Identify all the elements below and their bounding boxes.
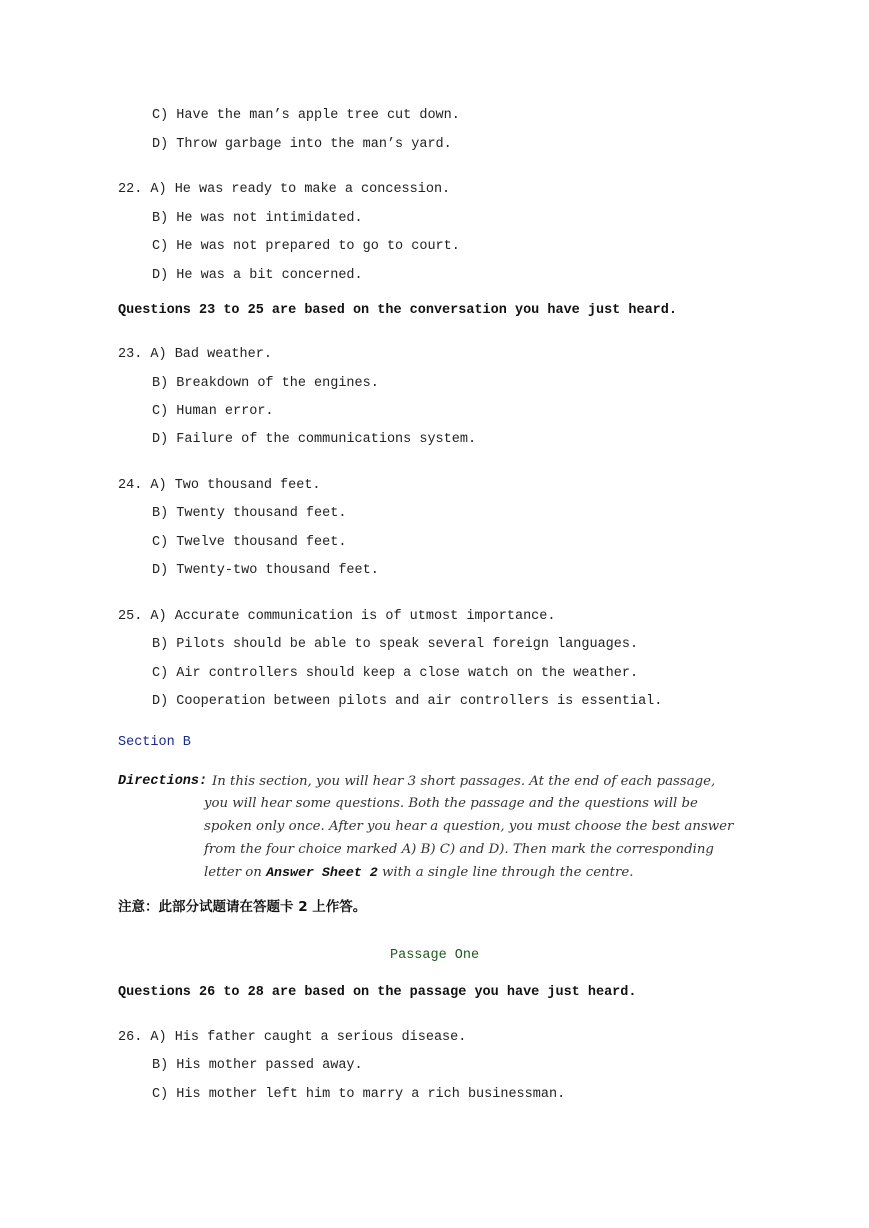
q23-option-d: D) Failure of the communications system. xyxy=(152,432,477,447)
answer-sheet-note: 注意：此部分试题请在答题卡 2 上作答。 xyxy=(118,899,367,915)
q25-option-d: D) Cooperation between pilots and air controllers is essential. xyxy=(152,694,663,709)
directions-line-1: In this section, you will hear 3 short passages. At the end of each passage, xyxy=(212,774,716,789)
q26-option-b: B) His mother passed away. xyxy=(152,1058,363,1073)
instruction-26-28: Questions 26 to 28 are based on the passage you have just heard. xyxy=(118,985,637,1000)
directions-line-5-pre: letter on xyxy=(204,865,262,880)
passage-one-heading: Passage One xyxy=(390,948,480,963)
q24-option-b: B) Twenty thousand feet. xyxy=(152,506,347,521)
q24-option-d: D) Twenty-two thousand feet. xyxy=(152,563,379,578)
q26-option-c: C) His mother left him to marry a rich businessman. xyxy=(152,1087,566,1102)
q22-option-d: D) He was a bit concerned. xyxy=(152,268,363,283)
q22-option-a: 22. A) He was ready to make a concession. xyxy=(118,182,451,197)
q21-option-c: C) Have the man’s apple tree cut down. xyxy=(152,108,460,123)
q22-option-b: B) He was not intimidated. xyxy=(152,211,363,226)
directions-label: Directions: xyxy=(118,774,208,789)
directions-line-5 xyxy=(204,864,633,882)
q24-option-a: 24. A) Two thousand feet. xyxy=(118,478,321,493)
q25-option-b: B) Pilots should be able to speak several foreign languages. xyxy=(152,637,639,652)
q23-option-c: C) Human error. xyxy=(152,404,274,419)
q21-option-d: D) Throw garbage into the man’s yard. xyxy=(152,137,452,152)
directions-line-3: spoken only once. After you hear a question, you must choose the best answer xyxy=(204,819,734,834)
q26-option-a: 26. A) His father caught a serious disease. xyxy=(118,1030,467,1045)
section-b-heading: Section B xyxy=(118,735,191,750)
answer-sheet-2-label: Answer Sheet 2 xyxy=(266,865,378,880)
q22-option-c: C) He was not prepared to go to court. xyxy=(152,239,460,254)
directions-line-4: from the four choice marked A) B) C) and D). Then mark the corresponding xyxy=(204,842,714,857)
q25-option-a: 25. A) Accurate communication is of utmost importance. xyxy=(118,609,556,624)
directions-line-2: you will hear some questions. Both the passage and the questions will be xyxy=(204,796,698,811)
instruction-23-25: Questions 23 to 25 are based on the conversation you have just heard. xyxy=(118,303,677,318)
q23-option-b: B) Breakdown of the engines. xyxy=(152,376,379,391)
q24-option-c: C) Twelve thousand feet. xyxy=(152,535,347,550)
directions-line-5-post: with a single line through the centre. xyxy=(382,865,634,880)
q23-option-a: 23. A) Bad weather. xyxy=(118,347,272,362)
q25-option-c: C) Air controllers should keep a close watch on the weather. xyxy=(152,666,639,681)
